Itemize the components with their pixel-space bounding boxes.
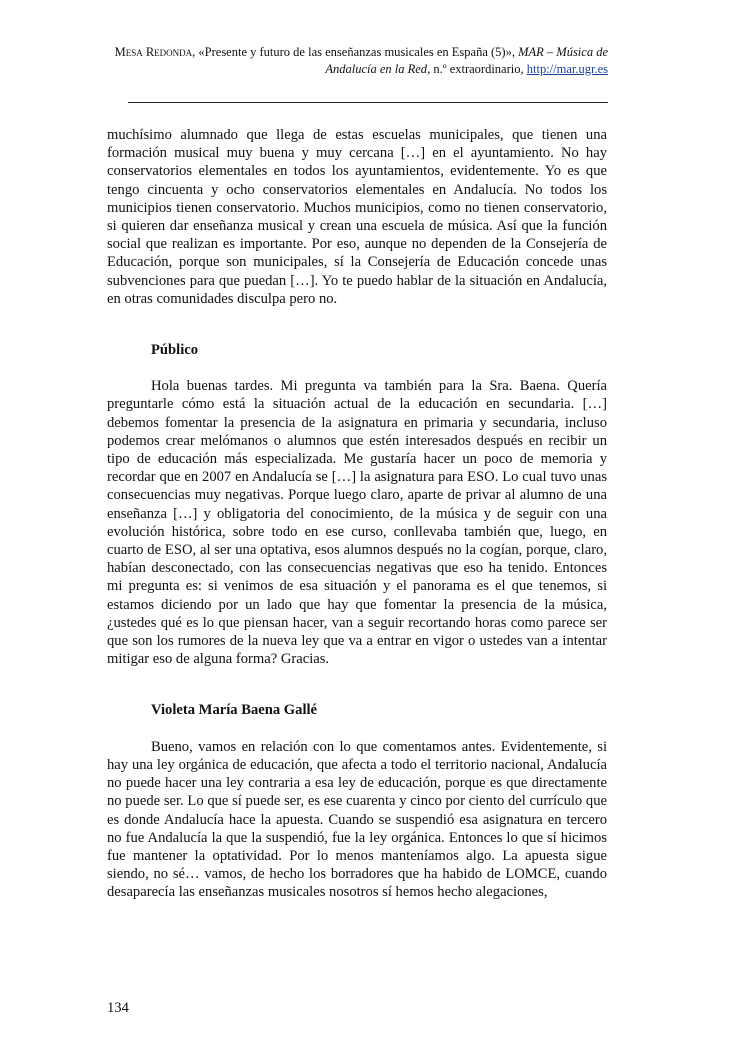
page-number: 134 (107, 1000, 129, 1016)
header-url-link[interactable]: http://mar.ugr.es (526, 62, 608, 76)
header-title: , «Presente y futuro de las enseñanzas musicales en España (5)», (192, 45, 519, 59)
header-issue: , n.º extraordinario, (427, 62, 527, 76)
header-rule (128, 102, 608, 103)
body-paragraph: Bueno, vamos en relación con lo que comentamos antes. Evidentemente, si hay una ley orgánica de educación, que afecta a todo el territorio nacional, Andalucía no puede hacer una ley contraria a esa ley de educación, porque es que directamente no puede ser. Lo que sí puede ser, es ese cuarenta y cinco por ciento del currículo que es donde Andalucía hace la apuesta. Cuando se suspendió esa asignatura en tercero no fue Andalucía la que la suspendió, fue la ley orgánica. Entonces lo que sí hicimos fue mantener la optatividad. Por lo menos manteníamos algo. La apuesta sigue siendo, no sé… vamos, de hecho los borradores que ha habido de LOMCE, cuando desaparecía las enseñanzas musicales nosotros sí hemos hecho alegaciones, (107, 738, 607, 901)
running-header (88, 44, 608, 78)
body-paragraph: muchísimo alumnado que llega de estas escuelas municipales, que tienen una formación musical muy buena y muy cercana […] en el ayuntamiento. No hay conservatorios elementales en todos los ayuntamientos, evidentemente. Yo es que tengo cincuenta y ocho conservatorios elementales en Andalucía. No todos los municipios tienen conservatorio. Muchos municipios, como no tienen conservatorio, si quieren dar enseñanza musical y crean una escuela de música. Así que la función social que realizan es importante. Por eso, aunque no dependen de la Consejería de Educación, porque son municipales, sí la Consejería de Educación concede unas subvenciones para que puedan […]. Yo te puedo hablar de la situación en Andalucía, en otras comunidades disculpa pero no. (107, 127, 607, 307)
speaker-heading: Violeta María Baena Gallé (151, 702, 318, 719)
speaker-heading: Público (151, 342, 199, 359)
header-author: Mesa Redonda (114, 45, 193, 59)
header-journal: MAR – Música de Andalucía en la Red (325, 45, 608, 76)
page-body (107, 126, 607, 902)
body-paragraph: Hola buenas tardes. Mi pregunta va también para la Sra. Baena. Quería preguntarle cómo está la situación actual de la educación en secundaria. […] debemos fomentar la presencia de la asignatura en primaria y secundaria, incluso podemos crear melómanos o alumnos que estén interesados después en recibir un tipo de educación más especializada. Me gustaría hacer un poco de memoria y recordar que en 2007 en Andalucía se […] la asignatura para ESO. Lo cual tuvo unas consecuencias muy negativas. Porque luego claro, aparte de privar al alumno de una enseñanza […] y obligatoria del conocimiento, de la música y de seguir con una evolución histórica, sobre todo en ese curso, conllevaba también que, luego, en cuarto de ESO, al ser una optativa, esos alumnos después no la cogían, porque, claro, habían desconectado, con las consecuencias negativas que eso ha tenido. Entonces mi pregunta es: si venimos de esa situación y el panorama es el que tenemos, si estamos diciendo por un lado que hay que fomentar la presencia de la música, ¿ustedes qué es lo que piensan hacer, van a seguir recortando horas como parece ser que son los rumores de la nueva ley que va a entrar en vigor o ustedes van a intentar mitigar eso de alguna forma? Gracias. (107, 378, 607, 668)
